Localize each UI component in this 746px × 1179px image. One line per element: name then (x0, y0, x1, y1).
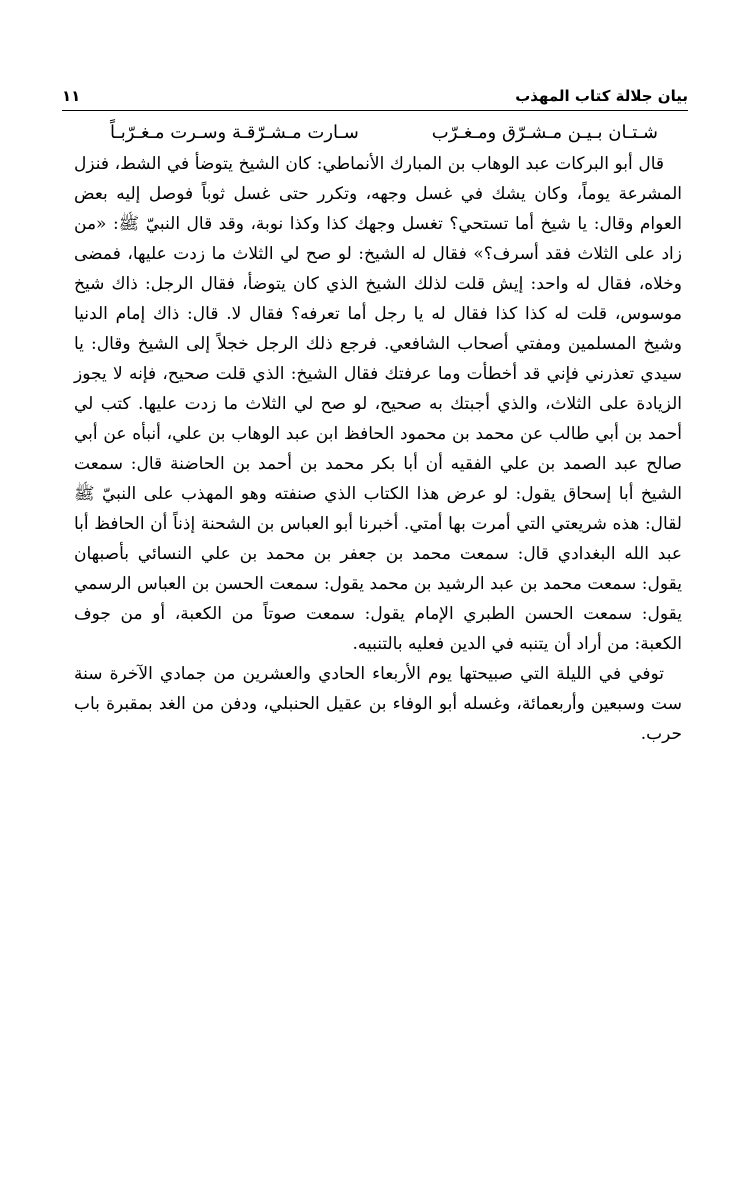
paragraph-death: توفي في الليلة التي صبيحتها يوم الأربعاء الحادي والعشرين من جمادي الآخرة سنة ست وسبعين وأربعمائة، وغسله أبو الوفاء بن عقيل الحنبلي، ودفن من الغد بمقبرة باب حرب. (74, 664, 682, 744)
verse-second-hemistich: شـتـان بـيـن مـشـرّق ومـغـرّب (431, 122, 658, 143)
running-header-title: بيان جلالة كتاب المهذب (515, 87, 688, 105)
paragraph-anecdote: قال أبو البركات عبد الوهاب بن المبارك الأنماطي: كان الشيخ يتوضأ في الشط، فنزل المشرعة يوماً، وكان يشك في غسل وجهه، وتكرر حتى غسل ثوباً فوصل إليه بعض العوام وقال: يا شيخ أما تستحي؟ تغسل وجهك كذا وكذا نوبة، وقد قال النبيّ ﷺ: «من زاد على الثلاث فقد أسرف؟» فقال له الشيخ: لو صح لي الثلاث ما زدت عليها، فمضى وخلاه، فقال له واحد: إيش قلت لذلك الشيخ الذي كان يتوضأ، فقال الرجل: ذاك شيخ موسوس، قلت له كذا كذا فقال له يا رجل أما تعرفه؟ فقال لا. قال: ذاك إمام الدنيا وشيخ المسلمين ومفتي أصحاب الشافعي. فرجع ذلك الرجل خجلاً إلى الشيخ وقال: يا سيدي تعذرني فإني قد أخطأت وما عرفتك فقال الشيخ: الذي قلت صحيح، فإنه لا يجوز الزيادة على الثلاث، والذي أجبتك به صحيح، لو صح لي الثلاث ما زدت عليها. كتب لي أحمد بن أبي طالب عن محمد بن محمود الحافظ ابن عبد الوهاب بن علي، أنبأه عن أبي صالح عبد الصمد بن علي الفقيه أن أبا بكر محمد بن أحمد بن الحاضنة قال: سمعت الشيخ أبا إسحاق يقول: لو عرض هذا الكتاب الذي صنفته وهو المهذب على النبيّ ﷺ لقال: هذه شريعتي التي أمرت بها أمتي. أخبرنا أبو العباس بن الشحنة إذناً أن الحافظ أبا عبد الله البغدادي قال: سمعت محمد بن جعفر بن محمد بن علي النسائي بأصبهان يقول: سمعت محمد بن عبد الرشيد بن محمد يقول: سمعت الحسن بن العباس الرسمي يقول: سمعت الحسن الطبري الإمام يقول: سمعت صوتاً من الكعبة، أو من جوف الكعبة: من أراد أن يتنبه في الدين فعليه بالتنبيه. (74, 154, 682, 654)
running-header (62, 80, 688, 110)
verse-first-hemistich: سـارت مـشـرّقـة وسـرت مـغـرّبـاً (110, 122, 359, 143)
poetry-verse (110, 118, 658, 148)
body-text (74, 149, 682, 749)
page-number: ١١ (62, 87, 81, 105)
header-divider (62, 110, 688, 111)
